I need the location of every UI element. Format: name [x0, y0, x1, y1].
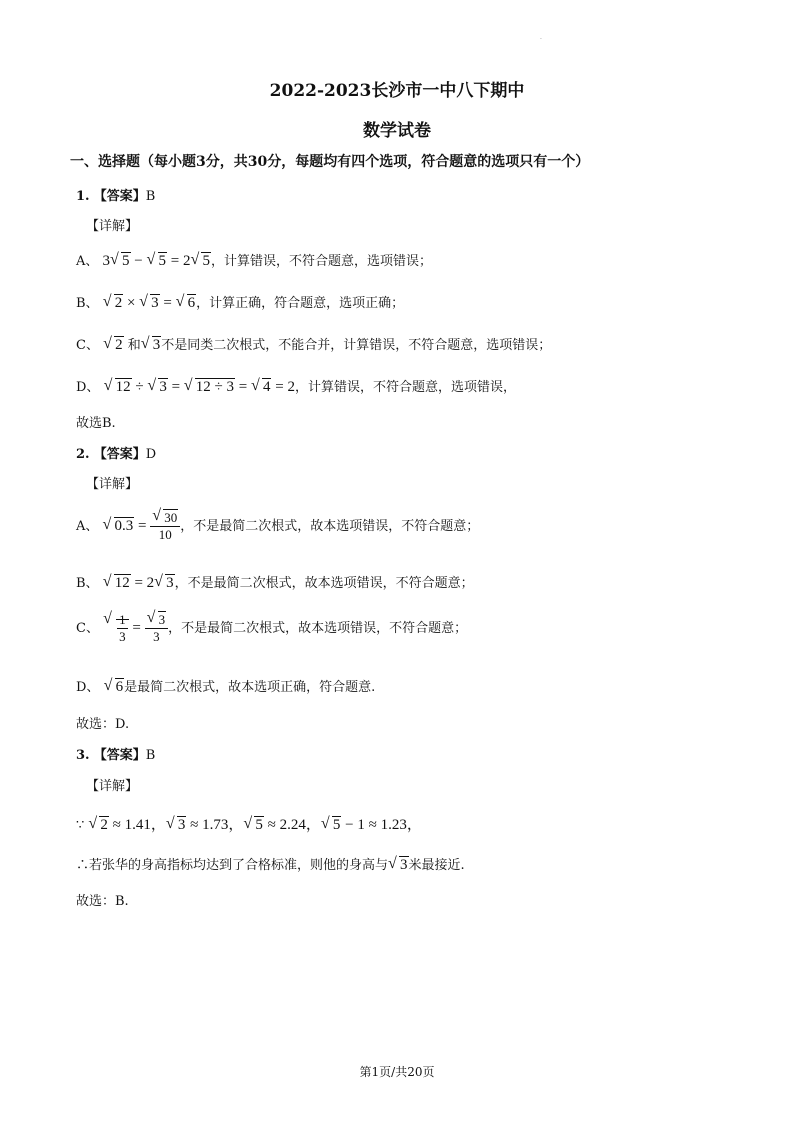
q1-option-c: C、 √ 2 和√ 3不是同类二次根式，不能合并，计算错误，不符合题意，选项错误；: [76, 334, 551, 354]
page-footer: 第1页/共20页: [359, 1065, 435, 1079]
math-expression: √ 12 = 2√ 3: [103, 575, 175, 591]
q1-option-d: D、 √ 12 ÷ √ 3 = √ 12 ÷ 3 = √ 4 = 2，计算错误，不符合题意，选项错误，: [76, 376, 516, 396]
q1-option-b: B、 √ 2 × √ 3 = √ 6，计算正确，符合题意，选项正确；: [76, 292, 404, 312]
answer-value: B: [145, 189, 156, 204]
math-expression: √ 3: [388, 857, 409, 873]
q2-conclusion: 故选：D.: [76, 717, 130, 732]
detail-label: 【详解】: [86, 779, 139, 794]
math-expression: √ 6: [104, 679, 125, 695]
q1-option-a: A、 3√ 5 − √ 5 = 2√ 5，计算错误，不符合题意，选项错误；: [76, 250, 432, 270]
answer-label: 【答案】: [93, 189, 146, 204]
question-3-header: [76, 744, 155, 763]
q1-conclusion: 故选B.: [76, 416, 116, 431]
math-expression: √ 12 ÷ √ 3 = √ 12 ÷ 3 = √ 4 = 2: [104, 379, 295, 395]
question-2-header: [76, 443, 156, 462]
math-expression: √ 2 ≈ 1.41，√ 3 ≈ 1.73，√ 5 ≈ 2.24，√ 5 − 1 ≈ 1.23，: [88, 817, 421, 833]
document-title: 2022-2023长沙市一中八下期中: [269, 81, 525, 101]
q3-therefore: ∴若张华的身高指标均达到了合格标准，则他的身高与√ 3米最接近.: [76, 854, 465, 874]
detail-label: 【详解】: [86, 477, 139, 492]
math-expression: √ $\frac{1}{3}$ = √ $\frac{3}{3}$: [103, 620, 168, 636]
math-expression: √ 2 × √ 3 = √ 6: [103, 295, 196, 311]
answer-label: 【答案】: [93, 748, 146, 763]
question-number: 3.: [76, 748, 90, 763]
math-expression: √ 2: [103, 337, 124, 353]
section-heading: 一、选择题（每小题3分，共30分，每题均有四个选项，符合题意的选项只有一个）: [70, 154, 590, 170]
math-expression: √ 0.3 = √ $\frac{30}{10}$: [103, 518, 181, 534]
document-subtitle: 数学试卷: [363, 121, 431, 141]
answer-value: B: [145, 748, 156, 763]
q2-option-d: D、 √ 6是最简二次根式，故本选项正确，符合题意.: [76, 676, 375, 696]
question-1-header: [76, 185, 155, 204]
math-expression: 3√ 5 − √ 5 = 2√ 5: [103, 253, 211, 269]
question-number: 1.: [76, 189, 90, 204]
q3-conclusion: 故选：B.: [76, 894, 129, 909]
answer-label: 【答案】: [93, 447, 146, 462]
scan-mark: .: [540, 34, 542, 41]
detail-label: 【详解】: [86, 219, 139, 234]
q2-option-b: B、 √ 12 = 2√ 3，不是最简二次根式，故本选项错误，不符合题意；: [76, 572, 474, 592]
question-number: 2.: [76, 447, 90, 462]
q3-values: ∵ √ 2 ≈ 1.41，√ 3 ≈ 1.73，√ 5 ≈ 2.24，√ 5 − 1 ≈ 1.23，: [76, 813, 422, 834]
q2-option-a: A、 √ 0.3 = √ $\frac{30}{10}$ ，不是最简二次根式，故本选项错误，不符合题意；: [76, 510, 479, 543]
answer-value: D: [145, 447, 157, 462]
q2-option-c: C、 √ $\frac{1}{3}$ = √ $\frac{3}{3}$ ，不是最简二次根式，故本选项错误，不符合题意；: [76, 612, 467, 645]
math-expression: √ 3: [141, 337, 162, 353]
